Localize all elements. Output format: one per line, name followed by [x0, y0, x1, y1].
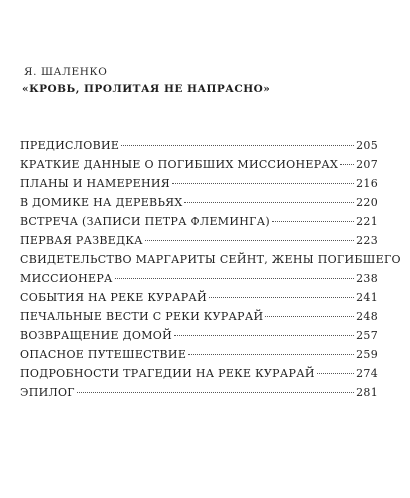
toc-entry-page: 216 — [356, 177, 378, 190]
toc-entry-page: 281 — [356, 386, 378, 399]
dot-leader — [121, 145, 354, 146]
dot-leader — [317, 373, 354, 374]
book-title: «КРОВЬ, ПРОЛИТАЯ НЕ НАПРАСНО» — [22, 83, 271, 95]
dot-leader — [172, 183, 354, 184]
toc-entry-title: СОБЫТИЯ НА РЕКЕ КУРАРАЙ — [20, 288, 208, 307]
toc-entry-title: ВОЗВРАЩЕНИЕ ДОМОЙ — [20, 326, 173, 345]
dot-leader — [184, 202, 354, 203]
toc-entry-title: ВСТРЕЧА (ЗАПИСИ ПЕТРА ФЛЕМИНГА) — [20, 212, 271, 231]
toc-entry-page: 241 — [356, 291, 378, 304]
toc-entry-dangerous-journey — [20, 345, 378, 364]
toc-entry-page: 238 — [356, 272, 378, 285]
toc-entry-page: 259 — [356, 348, 378, 361]
toc-entry-sad-news — [20, 307, 378, 326]
toc-entry-missionaries-data — [20, 155, 378, 174]
dot-leader — [174, 335, 354, 336]
toc-entry-page: 248 — [356, 310, 378, 323]
toc-entry-tree-house — [20, 193, 378, 212]
toc-entry-plans — [20, 174, 378, 193]
toc-entry-meeting — [20, 212, 378, 231]
toc-entry-events-curaray — [20, 288, 378, 307]
toc-entry-title: ПОДРОБНОСТИ ТРАГЕДИИ НА РЕКЕ КУРАРАЙ — [20, 364, 316, 383]
toc-entry-page: 223 — [356, 234, 378, 247]
dot-leader — [209, 297, 354, 298]
author-name: Я. ШАЛЕНКО — [24, 66, 108, 78]
toc-entry-first-reconnaissance — [20, 231, 378, 250]
dot-leader — [265, 316, 354, 317]
toc-entry-title: ПРЕДИСЛОВИЕ — [20, 136, 120, 155]
dot-leader — [272, 221, 354, 222]
dot-leader — [340, 164, 354, 165]
toc-entry-page: 257 — [356, 329, 378, 342]
toc-entry-page: 221 — [356, 215, 378, 228]
toc-entry-title: ЭПИЛОГ — [20, 383, 76, 402]
toc-entry-page: 274 — [356, 367, 378, 380]
toc-entry-title: КРАТКИЕ ДАННЫЕ О ПОГИБШИХ МИССИОНЕРАХ — [20, 155, 339, 174]
toc-entry-tragedy-details — [20, 364, 378, 383]
toc-entry-title: ОПАСНОЕ ПУТЕШЕСТВИЕ — [20, 345, 187, 364]
toc-entry-page: 220 — [356, 196, 378, 209]
toc-entry-title: ПЕЧАЛЬНЫЕ ВЕСТИ С РЕКИ КУРАРАЙ — [20, 307, 264, 326]
toc-entry-page: 207 — [356, 158, 378, 171]
dot-leader — [115, 278, 354, 279]
toc-entry-title: МИССИОНЕРА — [20, 269, 114, 288]
dot-leader — [77, 392, 354, 393]
toc-entry-preface — [20, 136, 378, 155]
toc-entry-title: В ДОМИКЕ НА ДЕРЕВЬЯХ — [20, 193, 183, 212]
toc-entry-page: 205 — [356, 139, 378, 152]
dot-leader — [145, 240, 354, 241]
toc-entry-title: ПЕРВАЯ РАЗВЕДКА — [20, 231, 144, 250]
toc-entry-return-home — [20, 326, 378, 345]
toc-entry-testimony — [20, 250, 401, 288]
toc-entry-title-line1: СВИДЕТЕЛЬСТВО МАРГАРИТЫ СЕЙНТ, ЖЕНЫ ПОГИБШЕГО — [20, 253, 401, 266]
toc-entry-title: ПЛАНЫ И НАМЕРЕНИЯ — [20, 174, 171, 193]
toc-entry-epilogue — [20, 383, 378, 402]
table-of-contents — [20, 136, 401, 402]
dot-leader — [188, 354, 354, 355]
